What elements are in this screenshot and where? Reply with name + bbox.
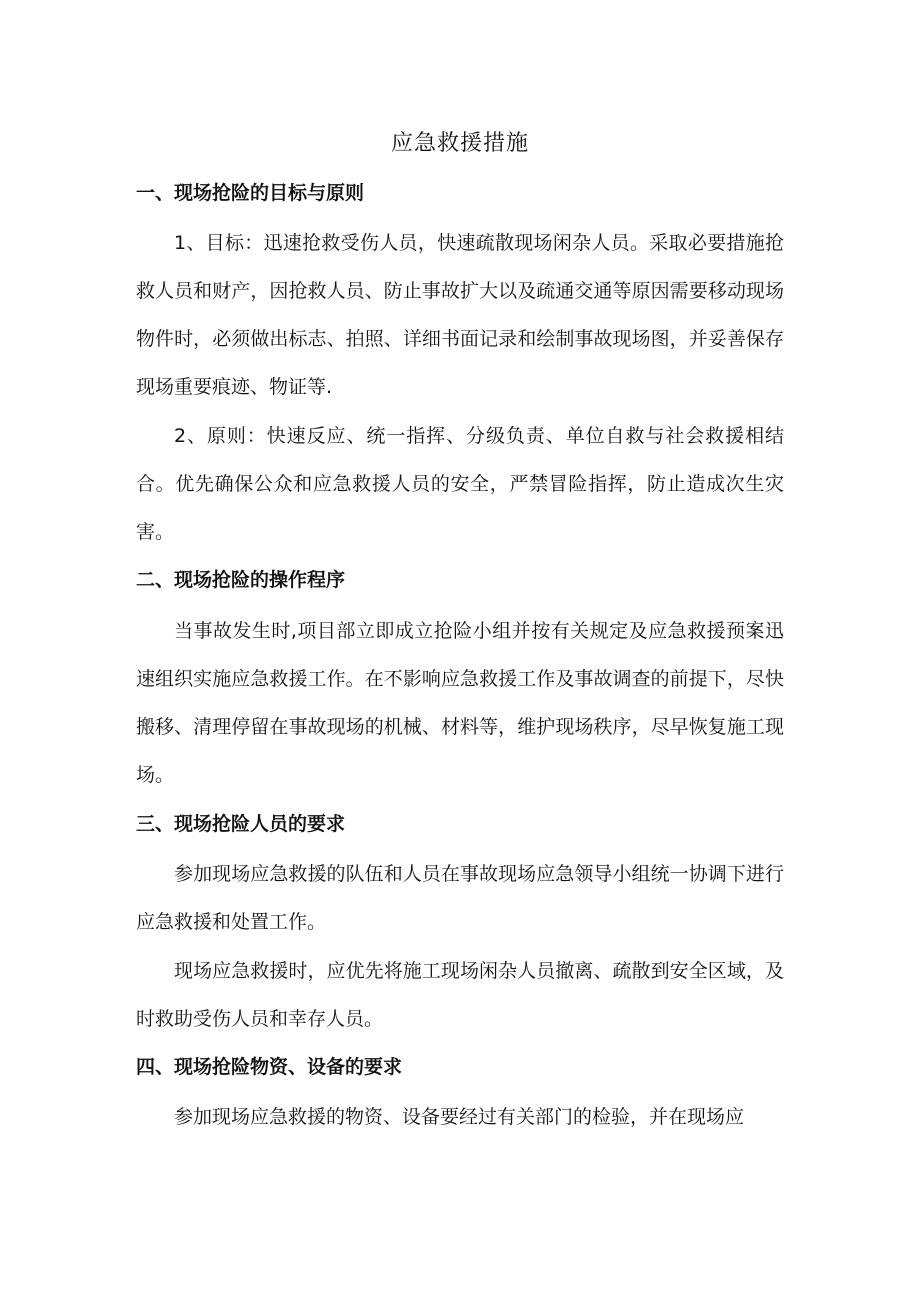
section-heading-3: 三、现场抢险人员的要求: [136, 813, 346, 835]
section-3-paragraph-1: 参加现场应急救援的队伍和人员在事故现场应急领导小组统一协调下进行应急救援和处置工作。: [136, 863, 784, 933]
document-title: 应急救援措施: [390, 131, 529, 156]
section-heading-1: 一、现场抢险的目标与原则: [136, 182, 365, 204]
section-1-paragraph-1: 1、目标：迅速抢救受伤人员，快速疏散现场闲杂人员。采取必要措施抢救人员和财产，因抢救人员、防止事故扩大以及疏通交通等原因需要移动现场物件时，必须做出标志、拍照、详细书面记录和绘制事故现场图，并妥善保存现场重要痕迹、物证等.: [136, 232, 784, 398]
section-heading-2: 二、现场抢险的操作程序: [136, 569, 346, 591]
section-1-paragraph-2: 2、原则：快速反应、统一指挥、分级负责、单位自救与社会救援相结合。优先确保公众和应急救援人员的安全，严禁冒险指挥，防止造成次生灾害。: [136, 425, 784, 543]
section-4-paragraph-1: 参加现场应急救援的物资、设备要经过有关部门的检验，并在现场应: [174, 1106, 745, 1128]
section-heading-4: 四、现场抢险物资、设备的要求: [136, 1056, 403, 1078]
section-2-paragraph-1: 当事故发生时,项目部立即成立抢险小组并按有关规定及应急救援预案迅速组织实施应急救援工作。在不影响应急救援工作及事故调查的前提下，尽快搬移、清理停留在事故现场的机械、材料等，维护现场秩序，尽早恢复施工现场。: [136, 620, 784, 786]
section-3-paragraph-2: 现场应急救援时，应优先将施工现场闲杂人员撤离、疏散到安全区域，及时救助受伤人员和幸存人员。: [136, 960, 784, 1030]
